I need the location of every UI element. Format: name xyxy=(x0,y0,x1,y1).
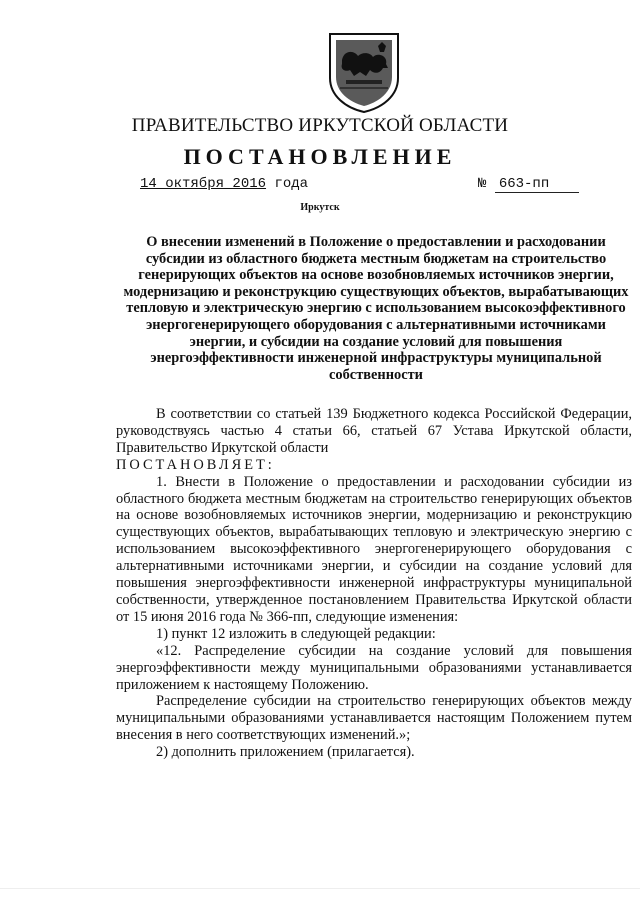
date-suffix: года xyxy=(274,176,309,192)
preamble-paragraph: В соответствии со статьей 139 Бюджетного кодекса Российской Федерации, руководствуясь частью 4 статьи 66, статьей 67 Устава Иркутской области, Правительство Иркутской области xyxy=(116,406,632,456)
coat-of-arms-icon xyxy=(326,30,402,114)
date-value: 14 октября 2016 xyxy=(140,176,267,192)
subclause-2-paragraph: 2) дополнить приложением (прилагается). xyxy=(156,744,415,761)
document-body xyxy=(116,406,632,761)
decree-word: ПОСТАНОВЛЯЕТ: xyxy=(116,456,275,473)
number-sign: № xyxy=(478,176,487,192)
distribution-paragraph: Распределение субсидии на строительство генерирующих объектов между муниципальными образованиями устанавливается настоящим Положением путем внесения в него соответствующих изменений.»; xyxy=(116,693,632,744)
quoted-clause-12-paragraph: «12. Распределение субсидии на создание условий для повышения энергоэффективности между муниципальными образованиями устанавливается приложением к настоящему Положению. xyxy=(116,642,632,693)
clause-1-paragraph: 1. Внести в Положение о предоставлении и расходовании субсидии из областного бюджета местным бюджетам на строительство генерирующих объектов на основе возобновляемых источников энергии, модернизацию и реконструкцию существующих объектов, вырабатывающих тепловую и электрическую энергию с использованием высокоэффективного энергогенерирующего оборудования с альтернативными источниками энергии, и субсидии на создание условий для повышения энергоэффективности инженерной инфраструктуры муниципальной собственности, утвержденное постановлением Правительства Иркутской области от 15 июня 2016 года № 366-пп, следующие изменения: xyxy=(116,473,632,625)
page-edge-divider xyxy=(0,888,640,889)
city-name: Иркутск xyxy=(300,202,340,213)
document-type: ПОСТАНОВЛЕНИЕ xyxy=(183,144,457,169)
number-value: 663-пп xyxy=(495,176,579,193)
government-name: ПРАВИТЕЛЬСТВО ИРКУТСКОЙ ОБЛАСТИ xyxy=(131,115,509,136)
document-date xyxy=(140,176,308,192)
document-number xyxy=(478,176,579,193)
document-title: О внесении изменений в Положение о предоставлении и расходовании субсидии из областного бюджета местным бюджетам на строительство генерирующих объектов на основе возобновляемых источников энергии, модернизацию и реконструкцию существующих объектов, вырабатывающих тепловую и электрическую энергию с использованием высокоэффективного энергогенерирующего оборудования с альтернативными источниками энергии, и субсидии на создание условий для повышения энергоэффективности инженерной инфраструктуры муниципальной собственности xyxy=(123,234,629,383)
subclause-1-paragraph: 1) пункт 12 изложить в следующей редакции: xyxy=(156,625,436,642)
